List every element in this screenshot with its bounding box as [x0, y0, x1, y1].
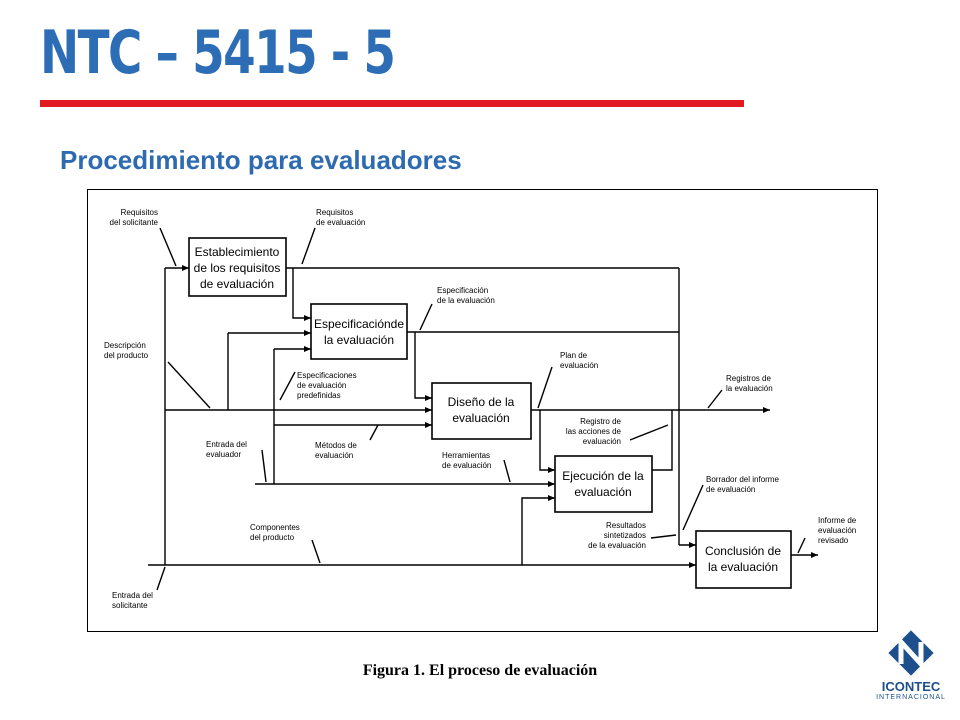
label-herramientas: Herramientas: [442, 451, 491, 460]
box-label-line: Especificaciónde: [313, 317, 405, 331]
label-borrador-informe: Borrador del informe: [706, 475, 779, 484]
label-entrada-evaluador: evaluador: [206, 450, 242, 459]
label-registros-evaluacion: la evaluación: [726, 384, 773, 393]
label-borrador-informe: de evaluación: [706, 485, 756, 494]
label-entrada-evaluador: Entrada del: [206, 440, 247, 449]
box-label-line: Ejecución de la: [562, 469, 644, 483]
label-especificaciones-predefinidas: Especificaciones: [297, 371, 357, 380]
box-ejecucion: [555, 456, 652, 512]
icontec-logo-icon: [876, 628, 946, 678]
label-registro-acciones: Registro de: [580, 417, 621, 426]
label-informe-revisado: evaluación: [818, 526, 857, 535]
label-especificaciones-predefinidas: de evaluación: [297, 381, 347, 390]
label-especificacion-evaluacion: Especificación: [437, 286, 489, 295]
label-componentes-producto: del producto: [250, 533, 295, 542]
label-requisitos-evaluacion: de evaluación: [316, 218, 366, 227]
box-label-line: Diseño de la: [447, 395, 515, 409]
box-label-line: de evaluación: [199, 277, 275, 291]
label-registros-evaluacion: Registros de: [726, 374, 771, 383]
label-especificaciones-predefinidas: predefinidas: [297, 391, 341, 400]
page-title: NTC – 5415 - 5: [40, 18, 395, 88]
box-label-line: la evaluación: [323, 333, 395, 347]
label-requisitos-solicitante: del solicitante: [109, 218, 158, 227]
box-label-line: evaluación: [452, 411, 510, 425]
icontec-logo: [876, 628, 946, 712]
page-subtitle: Procedimiento para evaluadores: [60, 145, 462, 175]
logo-subtitle: INTERNACIONAL: [876, 694, 946, 701]
box-especificacion: [311, 304, 407, 359]
figure-caption: Figura 1. El proceso de evaluación: [362, 662, 598, 679]
box-conclusion: [696, 531, 791, 588]
label-requisitos-evaluacion: Requisitos: [316, 208, 354, 217]
label-resultados-sintetizados: Resultados: [605, 521, 646, 530]
label-requisitos-solicitante: Requisitos: [120, 208, 158, 217]
label-plan-evaluacion: evaluación: [560, 361, 599, 370]
box-label-line: evaluación: [574, 485, 632, 499]
box-label-line: Conclusión de: [704, 544, 782, 558]
label-metodos-evaluacion: evaluación: [315, 451, 354, 460]
label-registro-acciones: las acciones de: [565, 427, 621, 436]
box-label-line: la evaluación: [707, 560, 779, 574]
label-resultados-sintetizados: sintetizados: [603, 531, 646, 540]
label-componentes-producto: Componentes: [250, 523, 300, 532]
label-resultados-sintetizados: de la evaluación: [588, 541, 646, 550]
label-informe-revisado: revisado: [818, 536, 849, 545]
box-establecimiento: [189, 238, 286, 296]
logo-name: ICONTEC: [881, 679, 941, 694]
label-descripcion-producto: Descripción: [104, 341, 146, 350]
box-label-line: Establecimiento: [194, 245, 280, 259]
label-plan-evaluacion: Plan de: [560, 351, 588, 360]
label-entrada-solicitante: solicitante: [112, 601, 148, 610]
box-label-line: de los requisitos: [193, 261, 281, 275]
label-especificacion-evaluacion: de la evaluación: [437, 296, 495, 305]
label-registro-acciones: evaluación: [582, 437, 621, 446]
box-diseno: [432, 383, 531, 439]
label-entrada-solicitante: Entrada del: [112, 591, 153, 600]
label-metodos-evaluacion: Métodos de: [315, 441, 357, 450]
label-informe-revisado: Informe de: [818, 516, 857, 525]
label-herramientas: de evaluación: [442, 461, 492, 470]
label-descripcion-producto: del producto: [104, 351, 149, 360]
